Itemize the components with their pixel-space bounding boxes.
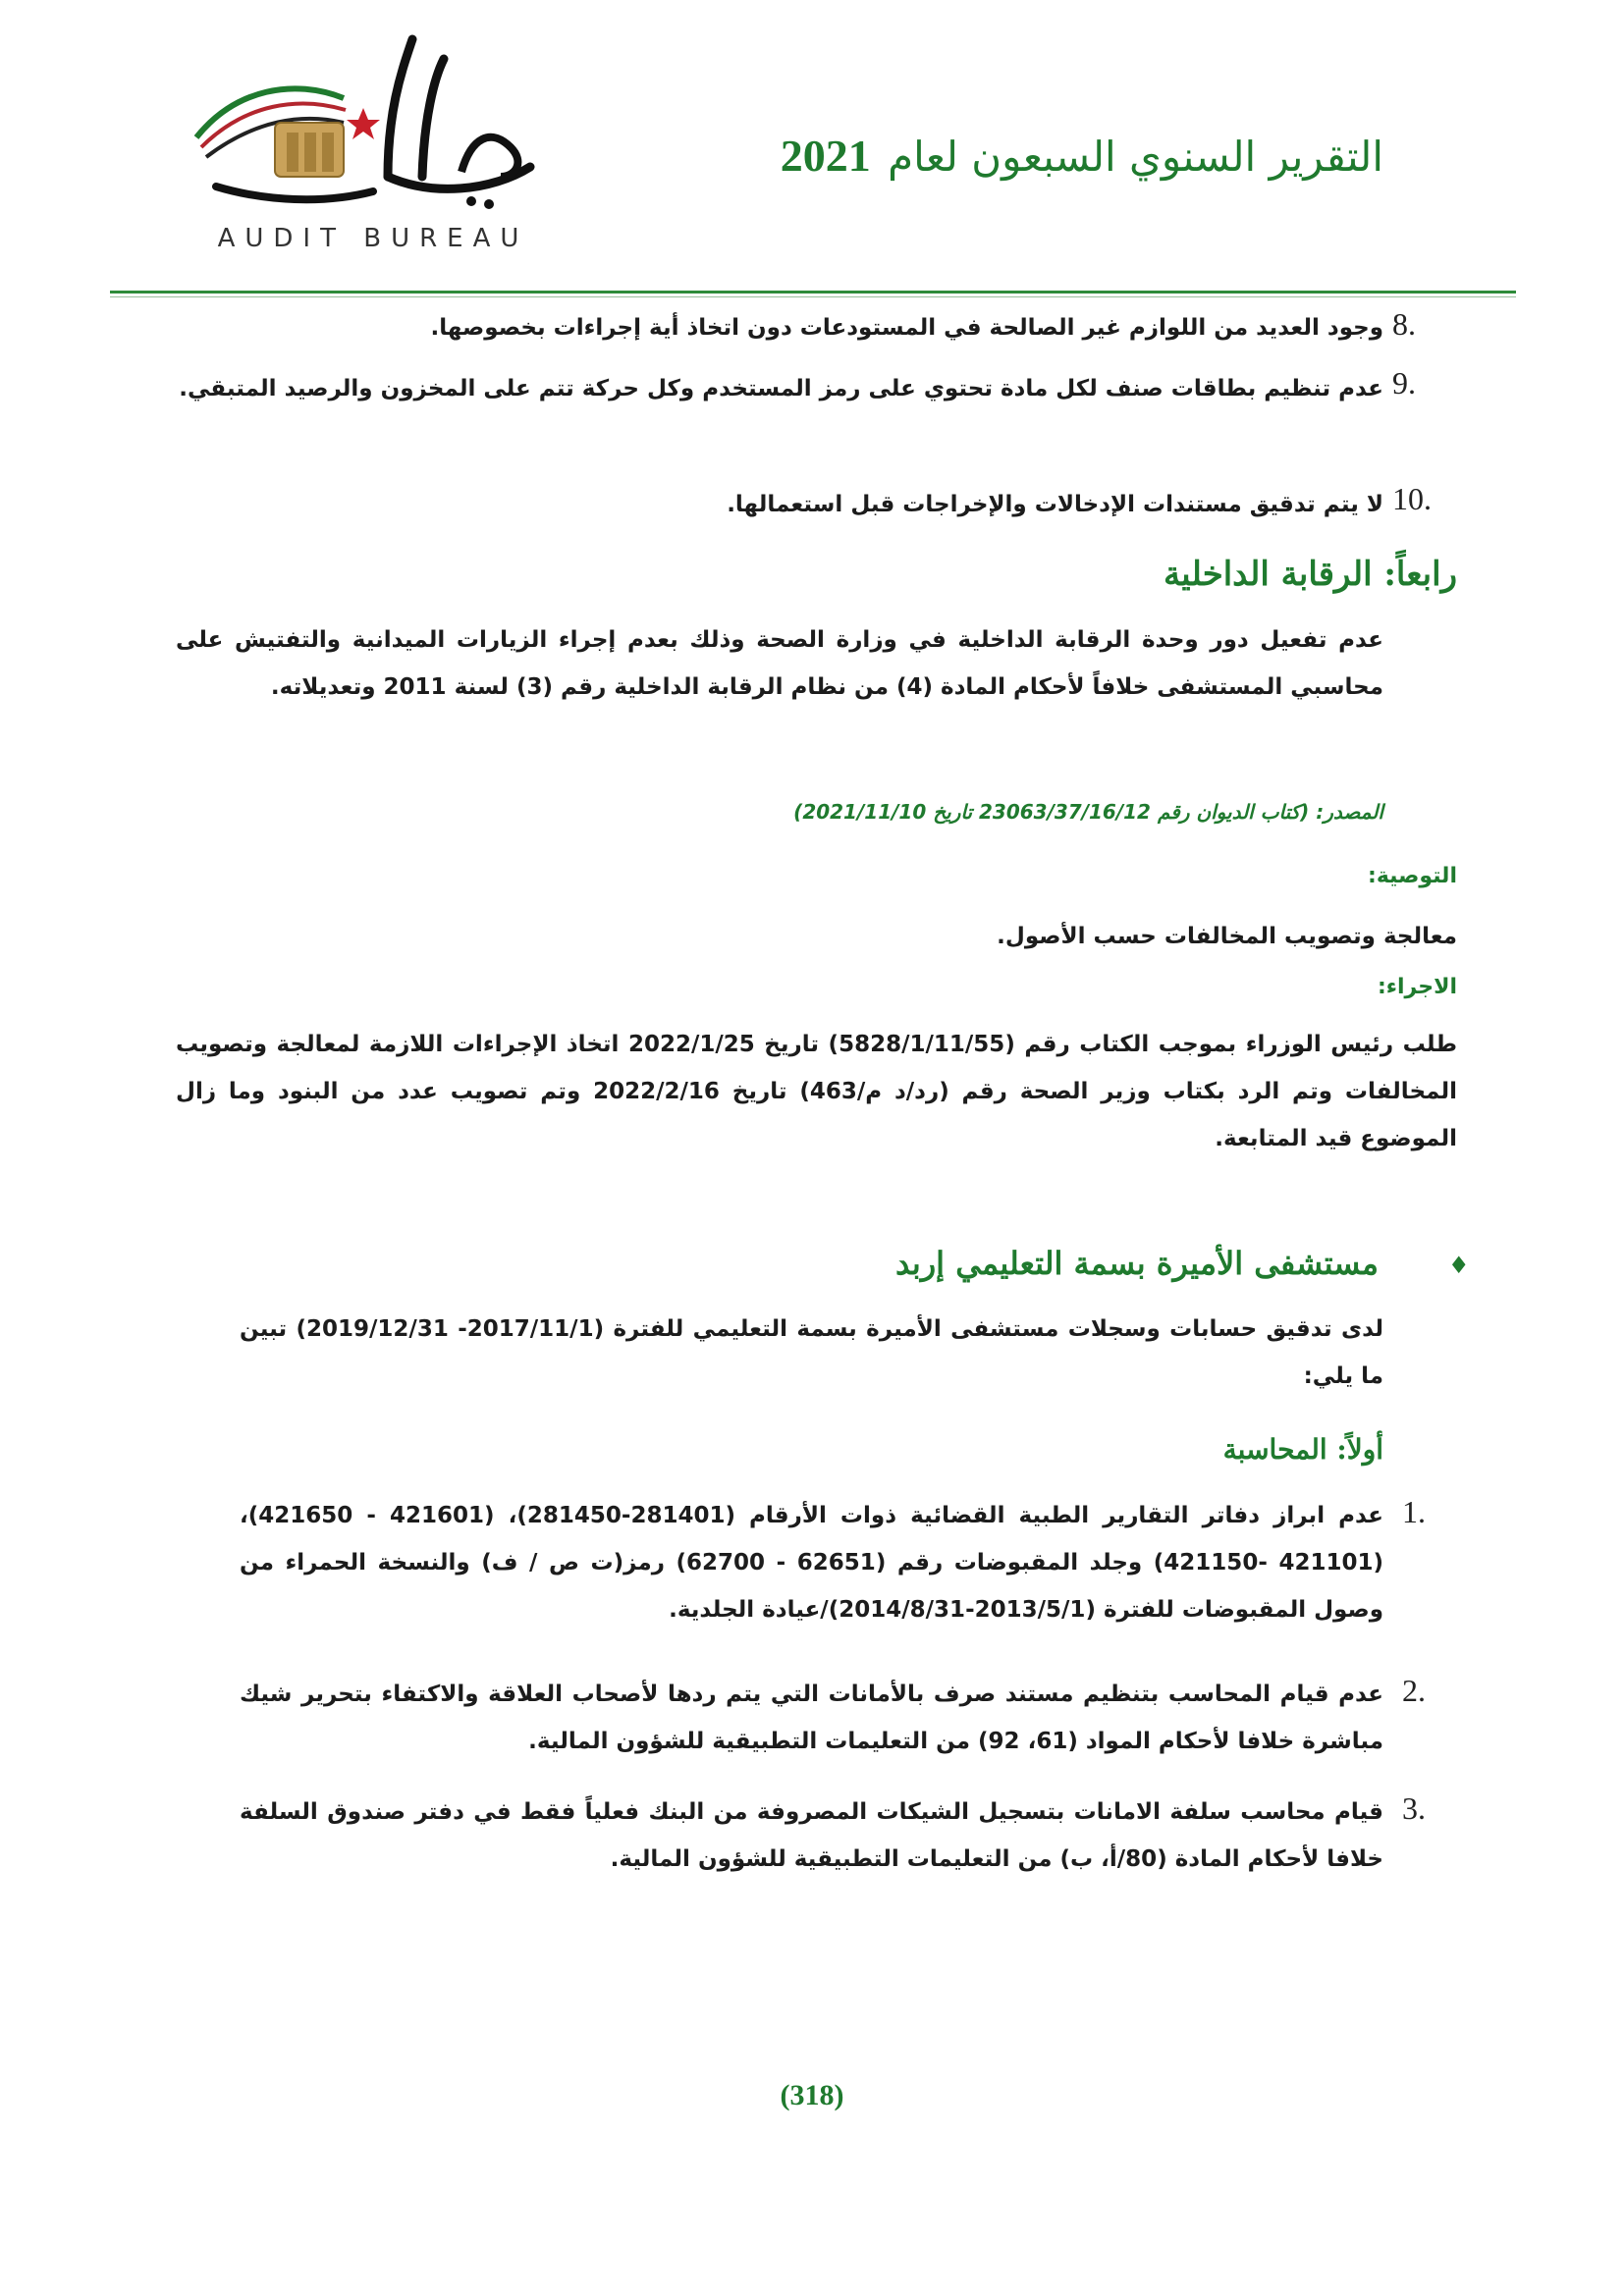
- list-item: [146, 304, 1383, 351]
- report-title: [781, 130, 1383, 182]
- page-number: (318): [780, 2079, 844, 2111]
- list-item: [240, 1789, 1383, 1883]
- source-reference: المصدر: (كتاب الديوان رقم 23063/37/16/12 تاريخ 2021/11/10): [793, 800, 1383, 824]
- subsection-heading: أولاً: المحاسبة: [1222, 1433, 1383, 1466]
- list-item: [176, 365, 1383, 412]
- hospital-heading: مستشفى الأميرة بسمة التعليمي إربد: [895, 1245, 1379, 1282]
- list-item-number: 9.: [1392, 365, 1416, 400]
- section-heading: رابعاً: الرقابة الداخلية: [1163, 555, 1457, 594]
- header-divider: [110, 291, 1516, 294]
- list-item-text: وجود العديد من اللوازم غير الصالحة في المستودعات دون اتخاذ أية إجراءات بخصوصها.: [430, 315, 1383, 341]
- list-item-text: عدم قيام المحاسب بتنظيم مستند صرف بالأمانات التي يتم ردها لأصحاب العلاقة والاكتفاء بتحرير شيك مباشرة خلافا لأحكام المواد (61، 92) من التعليمات التطبيقية للشؤون المالية.: [240, 1682, 1383, 1754]
- bullet-diamond-icon: ♦: [1448, 1252, 1470, 1279]
- list-item: [240, 1671, 1383, 1765]
- list-item-text: عدم تنظيم بطاقات صنف لكل مادة تحتوي على رمز المستخدم وكل حركة تتم على المخزون والرصيد المتبقي.: [179, 376, 1383, 401]
- recommendation-text: معالجة وتصويب المخالفات حسب الأصول.: [997, 924, 1457, 949]
- list-item: [176, 481, 1383, 528]
- list-item-number: 1.: [1402, 1494, 1426, 1529]
- audit-bureau-logo: [177, 29, 560, 255]
- report-title-text: التقرير السنوي السبعون لعام: [888, 133, 1383, 181]
- list-item-number: 3.: [1402, 1790, 1426, 1826]
- section-body: عدم تفعيل دور وحدة الرقابة الداخلية في وزارة الصحة وذلك بعدم إجراء الزيارات الميدانية والتفتيش على محاسبي المستشفى خلافاً لأحكام المادة (4) من نظام الرقابة الداخلية رقم (3) لسنة 2011 وتعديلاته.: [176, 627, 1383, 700]
- list-item: [240, 1492, 1383, 1633]
- list-item-text: قيام محاسب سلفة الامانات بتسجيل الشيكات المصروفة من البنك فعلياً فقط في دفتر صندوق السلفة خلافا لأحكام المادة (80/أ، ب) من التعليمات التطبيقية للشؤون المالية.: [240, 1799, 1383, 1872]
- list-item-text: عدم ابراز دفاتر التقارير الطبية القضائية ذوات الأرقام (281401-281450)، (421601 - 421650)، (421101 -421150) وجلد المقبوضات رقم (62651 - 62700) رمز(ت ص / ف) والنسخة الحمراء من وصول المقبوضات للفترة (2013/5/1-2014/8/31)/عيادة الجلدية.: [240, 1503, 1384, 1623]
- list-item-number: 8.: [1392, 306, 1416, 342]
- action-label: الاجراء:: [1377, 975, 1457, 999]
- action-text: طلب رئيس الوزراء بموجب الكتاب رقم (5828/1/11/55) تاريخ 2022/1/25 اتخاذ الإجراءات اللازمة لمعالجة وتصويب المخالفات وتم الرد بكتاب وزير الصحة رقم (رد/د م/463) تاريخ 2022/2/16 وتم تصويب عدد من البنود وما زال الموضوع قيد المتابعة.: [176, 1032, 1457, 1151]
- header-divider-thin: [110, 296, 1516, 297]
- list-item-text: لا يتم تدقيق مستندات الإدخالات والإخراجات قبل استعمالها.: [727, 492, 1383, 517]
- recommendation-label: التوصية:: [1368, 864, 1457, 888]
- list-item-number: 10.: [1392, 481, 1432, 516]
- logo-english-text: AUDIT BUREAU: [217, 224, 529, 253]
- logo-calligraphy-icon: [177, 29, 560, 226]
- report-year: 2021: [780, 131, 871, 181]
- hospital-intro: لدى تدقيق حسابات وسجلات مستشفى الأميرة بسمة التعليمي للفترة (2017/11/1- 2019/12/31) تبين ما يلي:: [240, 1316, 1383, 1389]
- list-item-number: 2.: [1402, 1673, 1426, 1708]
